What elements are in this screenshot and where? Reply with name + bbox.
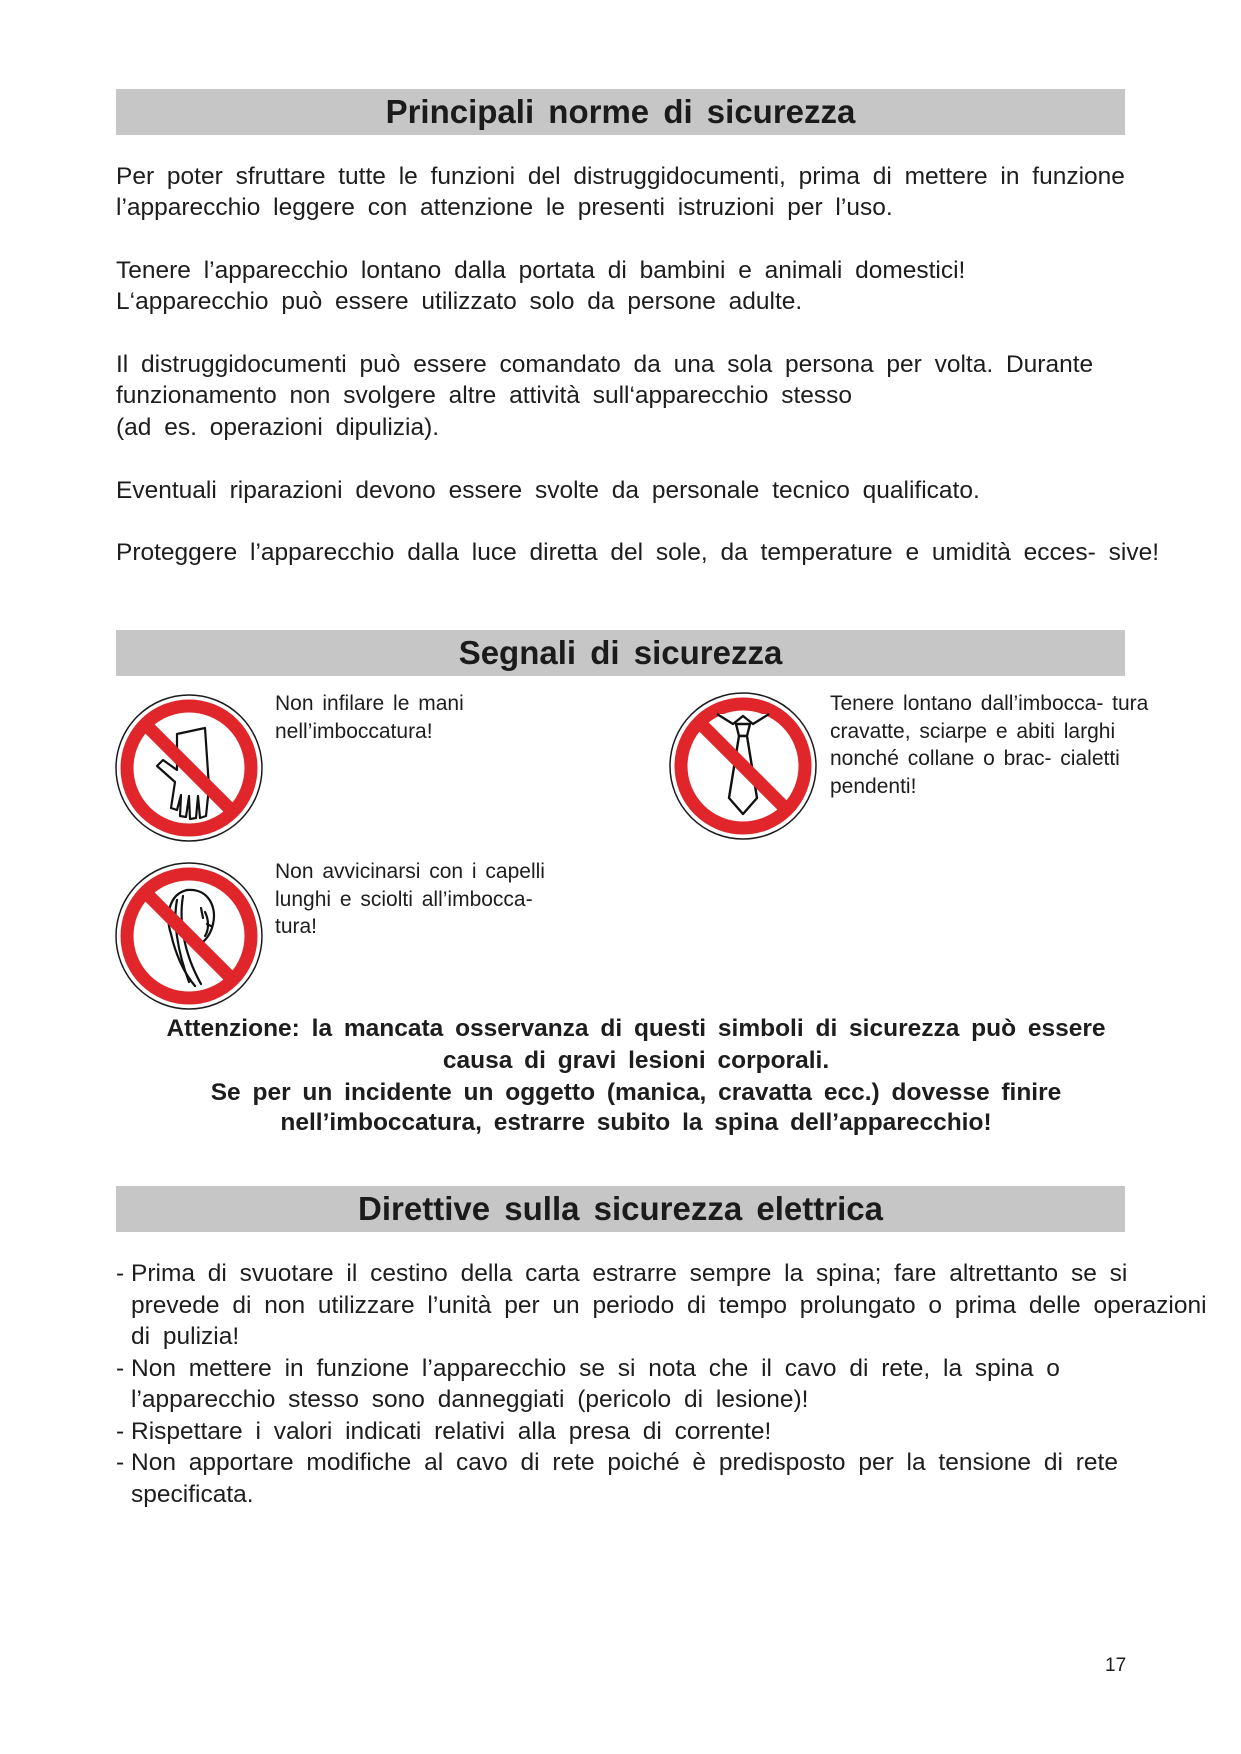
page-number: 17 (1105, 1655, 1127, 1676)
warning-line-1: Attenzione: la mancata osservanza di questi simboli di sicurezza può essere (166, 1015, 1106, 1042)
cleaning-example-paragraph: (ad es. operazioni dipulizia). (116, 414, 440, 441)
list-item: - Rispettare i valori indicati relativi alla presa di corrente! (116, 1416, 1216, 1448)
adults-only-paragraph: L‘apparecchio può essere utilizzato solo da persone adulte. (116, 288, 803, 315)
no-hands-icon (113, 692, 265, 844)
list-item: - Prima di svuotare il cestino della carta estrarre sempre la spina; fare altrettanto se si prevede di non utilizzare l’unità per un periodo di tempo prolungato o prima delle operazioni di pulizia! (116, 1258, 1216, 1353)
sign-text-no-hands: Non infilare le mani nell’imboccatura! (275, 692, 464, 743)
repairs-paragraph: Eventuali riparazioni devono essere svolte da personale tecnico qualificato. (116, 477, 980, 504)
list-item: - Non mettere in funzione l’apparecchio se si nota che il cavo di rete, la spina o l’apparecchio stesso sono danneggiati (pericolo di lesione)! (116, 1353, 1216, 1416)
electrical-safety-list (116, 1258, 1216, 1510)
section-header-safety-rules: Principali norme di sicurezza (116, 89, 1125, 135)
warning-line-3: Se per un incidente un oggetto (manica, cravatta ecc.) dovesse finire (210, 1079, 1062, 1106)
no-long-hair-icon (113, 860, 265, 1012)
section-header-safety-signs: Segnali di sicurezza (116, 630, 1125, 676)
sign-text-no-long-hair: Non avvicinarsi con i capelli lunghi e sciolti all’imbocca- tura! (275, 860, 545, 938)
sun-humidity-paragraph: Proteggere l’apparecchio dalla luce diretta del sole, da temperature e umidità ecces- sive! (116, 539, 1160, 566)
children-pets-paragraph: Tenere l’apparecchio lontano dalla portata di bambini e animali domestici! (116, 257, 966, 284)
sign-text-no-tie: Tenere lontano dall’imbocca- tura cravatte, sciarpe e abiti larghi nonché collane o brac- cialetti pendenti! (830, 692, 1149, 798)
list-item: - Non apportare modifiche al cavo di rete poiché è predisposto per la tensione di rete specificata. (116, 1447, 1216, 1510)
single-operator-paragraph: Il distruggidocumenti può essere comandato da una sola persona per volta. Durante funzionamento non svolgere altre attività sull‘apparecchio stesso (116, 351, 1094, 409)
section-header-electrical-safety: Direttive sulla sicurezza elettrica (116, 1186, 1125, 1232)
intro-paragraph: Per poter sfruttare tutte le funzioni del distruggidocumenti, prima di mettere in funzione l’apparecchio leggere con attenzione le presenti istruzioni per l’uso. (116, 163, 1125, 221)
warning-line-4: nell’imboccatura, estrarre subito la spina dell’apparecchio! (280, 1109, 992, 1136)
warning-line-2: causa di gravi lesioni corporali. (442, 1047, 830, 1074)
no-tie-icon (667, 690, 819, 842)
